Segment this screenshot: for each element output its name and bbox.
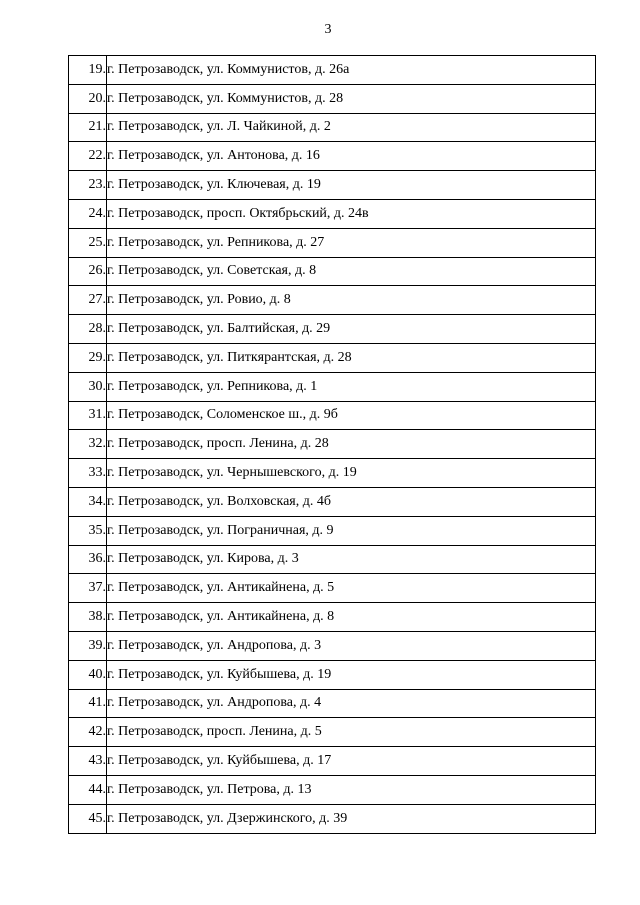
row-address: г. Петрозаводск, ул. Андропова, д. 3	[107, 631, 596, 660]
row-address: г. Петрозаводск, ул. Петрова, д. 13	[107, 775, 596, 804]
row-number: 28.	[69, 315, 107, 344]
table-row	[69, 718, 596, 747]
table-row	[69, 199, 596, 228]
row-address: г. Петрозаводск, ул. Коммунистов, д. 28	[107, 84, 596, 113]
table-row	[69, 516, 596, 545]
table-row	[69, 142, 596, 171]
row-number: 36.	[69, 545, 107, 574]
row-address: г. Петрозаводск, ул. Советская, д. 8	[107, 257, 596, 286]
table-row	[69, 84, 596, 113]
row-address: г. Петрозаводск, ул. Репникова, д. 1	[107, 372, 596, 401]
row-address: г. Петрозаводск, ул. Коммунистов, д. 26а	[107, 56, 596, 85]
row-number: 21.	[69, 113, 107, 142]
table-row	[69, 689, 596, 718]
row-number: 39.	[69, 631, 107, 660]
row-address: г. Петрозаводск, ул. Волховская, д. 4б	[107, 487, 596, 516]
row-number: 34.	[69, 487, 107, 516]
table-row	[69, 401, 596, 430]
row-address: г. Петрозаводск, ул. Чернышевского, д. 19	[107, 459, 596, 488]
row-number: 45.	[69, 804, 107, 833]
row-number: 25.	[69, 228, 107, 257]
row-address: г. Петрозаводск, ул. Репникова, д. 27	[107, 228, 596, 257]
row-address: г. Петрозаводск, ул. Антикайнена, д. 8	[107, 603, 596, 632]
row-number: 42.	[69, 718, 107, 747]
row-address: г. Петрозаводск, ул. Питкярантская, д. 28	[107, 343, 596, 372]
row-address: г. Петрозаводск, ул. Антонова, д. 16	[107, 142, 596, 171]
row-number: 30.	[69, 372, 107, 401]
row-number: 31.	[69, 401, 107, 430]
table-row	[69, 487, 596, 516]
address-table-body	[69, 56, 596, 834]
row-address: г. Петрозаводск, ул. Дзержинского, д. 39	[107, 804, 596, 833]
table-row	[69, 430, 596, 459]
table-row	[69, 574, 596, 603]
row-address: г. Петрозаводск, ул. Ключевая, д. 19	[107, 171, 596, 200]
table-row	[69, 775, 596, 804]
table-row	[69, 171, 596, 200]
row-number: 41.	[69, 689, 107, 718]
row-number: 29.	[69, 343, 107, 372]
row-address: г. Петрозаводск, ул. Куйбышева, д. 17	[107, 747, 596, 776]
row-address: г. Петрозаводск, ул. Антикайнена, д. 5	[107, 574, 596, 603]
table-row	[69, 372, 596, 401]
table-row	[69, 747, 596, 776]
table-row	[69, 228, 596, 257]
row-address: г. Петрозаводск, Соломенское ш., д. 9б	[107, 401, 596, 430]
row-number: 22.	[69, 142, 107, 171]
row-number: 40.	[69, 660, 107, 689]
table-row	[69, 545, 596, 574]
table-row	[69, 603, 596, 632]
row-address: г. Петрозаводск, ул. Л. Чайкиной, д. 2	[107, 113, 596, 142]
row-address: г. Петрозаводск, просп. Ленина, д. 28	[107, 430, 596, 459]
row-number: 43.	[69, 747, 107, 776]
row-address: г. Петрозаводск, ул. Балтийская, д. 29	[107, 315, 596, 344]
table-row	[69, 459, 596, 488]
row-address: г. Петрозаводск, ул. Андропова, д. 4	[107, 689, 596, 718]
table-row	[69, 56, 596, 85]
row-number: 38.	[69, 603, 107, 632]
table-row	[69, 315, 596, 344]
row-number: 32.	[69, 430, 107, 459]
table-row	[69, 343, 596, 372]
row-number: 23.	[69, 171, 107, 200]
row-number: 44.	[69, 775, 107, 804]
row-number: 27.	[69, 286, 107, 315]
row-address: г. Петрозаводск, ул. Кирова, д. 3	[107, 545, 596, 574]
row-address: г. Петрозаводск, ул. Ровио, д. 8	[107, 286, 596, 315]
table-row	[69, 286, 596, 315]
row-number: 26.	[69, 257, 107, 286]
row-number: 24.	[69, 199, 107, 228]
table-row	[69, 804, 596, 833]
row-number: 33.	[69, 459, 107, 488]
row-address: г. Петрозаводск, ул. Куйбышева, д. 19	[107, 660, 596, 689]
row-address: г. Петрозаводск, ул. Пограничная, д. 9	[107, 516, 596, 545]
row-number: 19.	[69, 56, 107, 85]
address-table	[68, 55, 596, 834]
table-row	[69, 257, 596, 286]
row-address: г. Петрозаводск, просп. Ленина, д. 5	[107, 718, 596, 747]
row-number: 35.	[69, 516, 107, 545]
page-number: 3	[324, 22, 332, 37]
row-address: г. Петрозаводск, просп. Октябрьский, д. 24в	[107, 199, 596, 228]
row-number: 37.	[69, 574, 107, 603]
table-row	[69, 113, 596, 142]
table-row	[69, 631, 596, 660]
table-row	[69, 660, 596, 689]
row-number: 20.	[69, 84, 107, 113]
